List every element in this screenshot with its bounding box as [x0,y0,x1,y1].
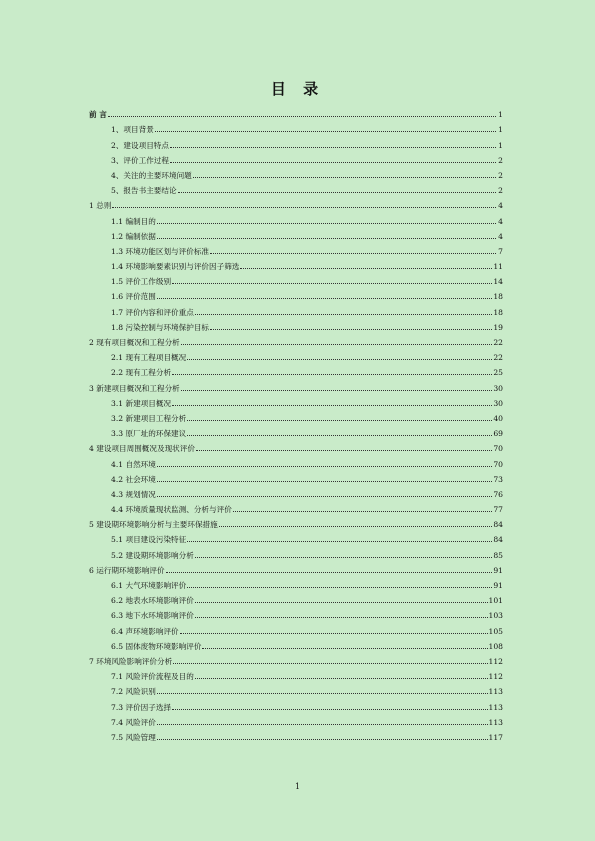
toc-entry-page-number: 70 [493,444,503,454]
toc-entry-label: 3.1 新建项目概况 [111,398,172,408]
toc-chapter-entry[interactable] [89,332,503,347]
toc-section-entry[interactable] [89,696,503,711]
toc-chapter-entry[interactable] [89,514,503,529]
dot-leader [233,511,493,512]
toc-entry-label: 2、建设项目特点 [111,140,169,150]
toc-entry-label: 1.1 编制目的 [111,216,156,226]
toc-entry-label: 3.2 新建项目工程分析 [111,413,187,423]
dot-leader [240,268,492,269]
toc-section-entry[interactable] [89,119,503,134]
toc-section-entry[interactable] [89,636,503,651]
toc-section-entry[interactable] [89,150,503,165]
toc-section-entry[interactable] [89,453,503,468]
toc-chapter-entry[interactable] [89,560,503,575]
toc-entry-page-number: 84 [493,535,503,545]
toc-entry-label: 1.3 环境功能区划与评价标准 [111,246,210,256]
toc-entry-label: 5、报告书主要结论 [111,186,177,196]
toc-entry-page-number: 84 [493,520,503,530]
toc-entry-page-number: 22 [493,338,503,347]
toc-section-entry[interactable] [89,408,503,423]
toc-entry-label: 7.4 风险评价 [111,717,156,727]
toc-entry-page-number: 25 [493,368,503,378]
dot-leader [219,526,493,527]
toc-section-entry[interactable] [89,317,503,332]
toc-entry-label: 1.7 评价内容和评价重点 [111,307,194,317]
toc-entry-page-number: 108 [488,641,503,651]
toc-section-entry[interactable] [89,590,503,605]
toc-section-entry[interactable] [89,666,503,681]
toc-entry-page-number: 76 [493,489,503,499]
toc-entry-label: 5 建设期环境影响分析与主要环保措施 [89,520,218,530]
dot-leader [157,238,496,239]
dot-leader [187,541,492,542]
toc-entry-label: 4、关注的主要环境问题 [111,170,192,180]
dot-leader [172,374,492,375]
page-title: 目 录 [270,80,325,98]
toc-section-entry[interactable] [89,423,503,438]
dot-leader [157,693,488,694]
toc-entry-page-number: 4 [498,201,503,211]
toc-chapter-entry[interactable] [89,377,503,392]
toc-section-entry[interactable] [89,226,503,241]
toc-section-entry[interactable] [89,544,503,559]
toc-section-entry[interactable] [89,484,503,499]
toc-section-entry[interactable] [89,605,503,620]
dot-leader [210,253,496,254]
toc-section-entry[interactable] [89,256,503,271]
toc-entry-page-number: 19 [493,322,503,332]
toc-entry-page-number: 7 [498,246,503,256]
toc-section-entry[interactable] [89,712,503,727]
toc-section-entry[interactable] [89,681,503,696]
toc-entry-label: 1.8 污染控制与环境保护目标 [111,322,210,332]
toc-entry-label: 7.3 评价因子选择 [111,702,172,712]
dot-leader [170,162,496,163]
toc-entry-label: 4.3 规划情况 [111,489,156,499]
dot-leader [157,724,488,725]
toc-entry-page-number: 2 [498,170,503,180]
table-of-contents [89,104,503,742]
toc-entry-page-number: 30 [493,398,503,408]
toc-entry-page-number: 113 [488,702,503,712]
toc-entry-label: 6.4 声环境影响评价 [111,626,179,636]
toc-entry-page-number: 105 [488,626,503,636]
toc-entry-label: 1.5 评价工作级别 [111,277,172,287]
toc-entry-page-number: 91 [493,581,503,590]
toc-entry-label: 7 环境风险影响评价分析 [89,656,173,666]
toc-section-entry[interactable] [89,271,503,286]
dot-leader [173,663,487,664]
dot-leader [178,192,496,193]
toc-section-entry[interactable] [89,241,503,256]
toc-entry-label: 2 现有项目概况和工程分析 [89,338,180,347]
toc-entry-page-number: 113 [488,717,503,727]
toc-entry-label: 6.2 地表水环境影响评价 [111,596,194,606]
toc-section-entry[interactable] [89,180,503,195]
toc-entry-label: 3 新建项目概况和工程分析 [89,383,180,393]
dot-leader [108,116,496,117]
toc-entry-label: 1.6 评价范围 [111,292,156,302]
dot-leader [196,450,492,451]
toc-entry-label: 1.4 环境影响要素识别与评价因子筛选 [111,262,240,272]
toc-entry-page-number: 70 [493,459,503,469]
toc-entry-page-number: 2 [498,155,503,165]
dot-leader [193,177,496,178]
toc-entry-label: 6.1 大气环境影响评价 [111,581,187,590]
toc-section-entry[interactable] [89,575,503,590]
toc-entry-label: 6 运行期环境影响评价 [89,565,165,575]
toc-entry-label: 2.2 现有工程分析 [111,368,172,378]
dot-leader [187,587,492,588]
dot-leader [166,572,493,573]
toc-section-entry[interactable] [89,499,503,514]
dot-leader [157,739,488,740]
toc-entry-page-number: 4 [498,216,503,226]
toc-entry-page-number: 14 [493,277,503,287]
toc-entry-page-number: 112 [488,672,503,682]
toc-entry-page-number: 85 [493,550,503,560]
dot-leader [157,481,492,482]
dot-leader [157,298,492,299]
toc-entry-label: 1 总则 [89,201,112,211]
dot-leader [157,223,496,224]
toc-entry-label: 4 建设项目周围概况及现状评价 [89,444,195,454]
toc-entry-page-number: 40 [493,413,503,423]
dot-leader [112,207,496,208]
toc-section-entry[interactable] [89,286,503,301]
toc-entry-label: 6.3 地下水环境影响评价 [111,611,194,621]
toc-entry-page-number: 1 [498,110,503,120]
toc-entry-page-number: 117 [488,732,503,742]
toc-section-entry[interactable] [89,727,503,742]
toc-entry-page-number: 113 [488,687,503,697]
dot-leader [195,617,488,618]
dot-leader [210,329,492,330]
toc-entry-page-number: 1 [498,125,503,135]
toc-entry-label: 4.2 社会环境 [111,474,156,484]
dot-leader [157,496,492,497]
toc-entry-label: 4.1 自然环境 [111,459,156,469]
toc-section-entry[interactable] [89,393,503,408]
toc-entry-page-number: 22 [493,353,503,363]
dot-leader [195,314,492,315]
dot-leader [170,147,496,148]
dot-leader [157,466,492,467]
page-number: 1 [294,782,301,791]
toc-entry-page-number: 101 [488,596,503,606]
dot-leader [181,344,493,345]
toc-section-entry[interactable] [89,210,503,225]
toc-entry-page-number: 112 [488,656,503,666]
toc-section-entry[interactable] [89,529,503,544]
dot-leader [195,602,488,603]
toc-entry-label: 5.1 项目建设污染特征 [111,535,187,545]
dot-leader [195,557,492,558]
dot-leader [202,648,487,649]
toc-section-entry[interactable] [89,469,503,484]
toc-section-entry[interactable] [89,620,503,635]
toc-chapter-entry[interactable] [89,438,503,453]
toc-entry-page-number: 69 [493,429,503,439]
toc-entry-page-number: 30 [493,383,503,393]
toc-entry-page-number: 77 [493,505,503,515]
dot-leader [187,420,492,421]
dot-leader [187,435,492,436]
toc-entry-page-number: 11 [493,262,503,272]
toc-entry-label: 1、项目背景 [111,125,154,135]
toc-entry-page-number: 1 [498,140,503,150]
toc-entry-label: 5.2 建设期环境影响分析 [111,550,194,560]
toc-entry-label: 3、评价工作过程 [111,155,169,165]
toc-entry-page-number: 18 [493,307,503,317]
toc-entry-label: 2.1 现有工程项目概况 [111,353,187,363]
toc-entry-label: 前 言 [89,110,107,120]
toc-entry-page-number: 73 [493,474,503,484]
toc-entry-page-number: 2 [498,186,503,196]
toc-section-entry[interactable] [89,301,503,316]
toc-section-entry[interactable] [89,347,503,362]
toc-entry-label: 3.3 原厂址的环保建议 [111,429,187,439]
toc-chapter-entry[interactable] [89,651,503,666]
dot-leader [181,390,493,391]
toc-entry-label: 7.5 风险管理 [111,732,156,742]
toc-entry-page-number: 91 [493,565,503,575]
toc-entry-page-number: 4 [498,231,503,241]
toc-entry-label: 1.2 编制依据 [111,231,156,241]
toc-section-entry[interactable] [89,362,503,377]
dot-leader [195,678,488,679]
toc-chapter-entry[interactable] [89,195,503,210]
toc-entry-label: 7.1 风险评价流程及目的 [111,672,194,682]
toc-entry-page-number: 18 [493,292,503,302]
toc-chapter-entry[interactable] [89,104,503,119]
toc-entry-label: 6.5 固体废物环境影响评价 [111,641,202,651]
dot-leader [155,131,496,132]
dot-leader [180,633,488,634]
toc-entry-label: 4.4 环境质量现状监测、分析与评价 [111,505,232,515]
toc-section-entry[interactable] [89,134,503,149]
toc-entry-page-number: 103 [488,611,503,621]
dot-leader [172,709,487,710]
dot-leader [172,283,492,284]
dot-leader [187,359,492,360]
toc-entry-label: 7.2 风险识别 [111,687,156,697]
dot-leader [172,405,492,406]
toc-section-entry[interactable] [89,165,503,180]
